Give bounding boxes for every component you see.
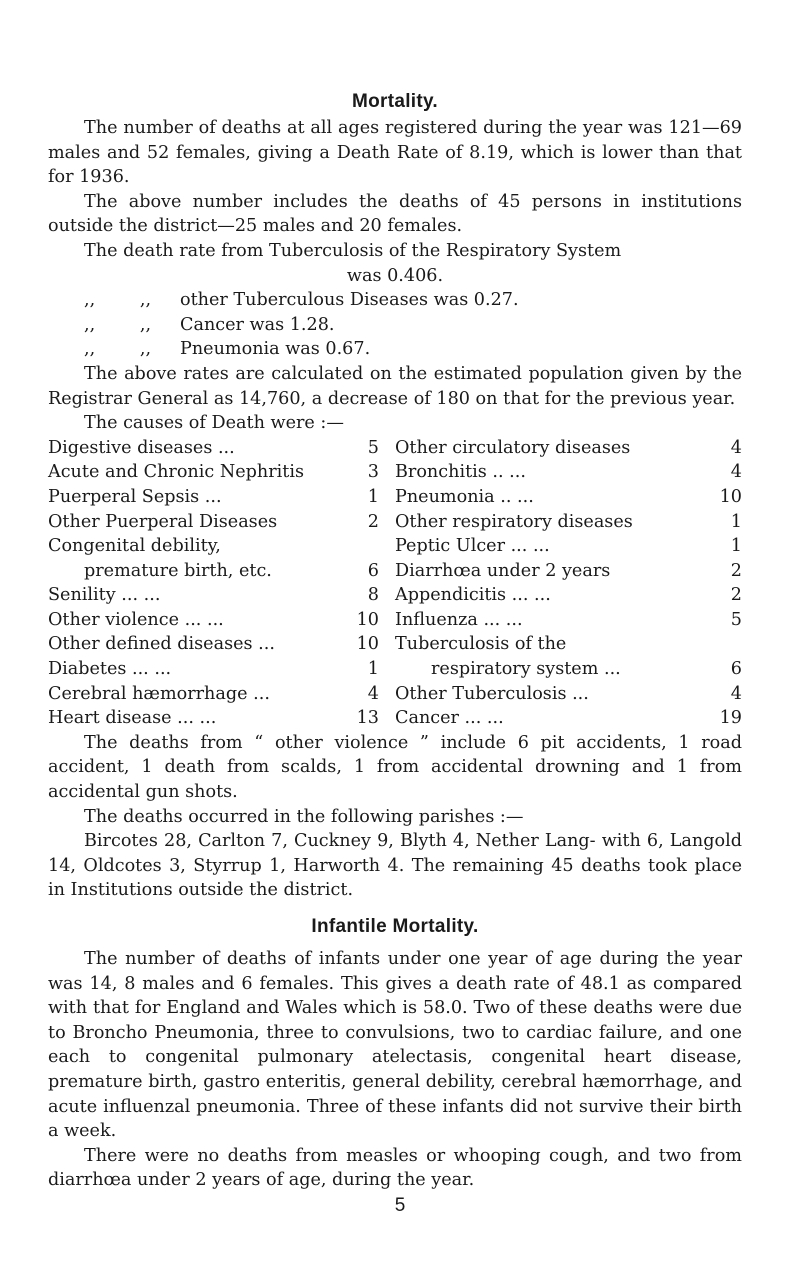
cause-row: [48, 534, 395, 559]
infantile-paragraph-1: The number of deaths of infants under one year of age during the year was 14, 8 males and 6 females. This gives a death rate of 48.1 as compared with that for England and Wales which is 58.0. Two of these deaths were due to Broncho Pneumonia, three to convulsions, two to cardiac failure, and one each to congenital pulmonary atelectasis, congenital heart disease, premature birth, gastro enteritis, general debility, cerebral hæmorrhage, and acute influenzal pneumonia. Three of these infants did not survive their birth a week.: [48, 949, 742, 1142]
cause-label: Bronchitis .. ...: [395, 462, 526, 483]
tb-rate-line: The death rate from Tuberculosis of the Respiratory System: [84, 240, 622, 261]
cause-label: Senility ... ...: [48, 585, 161, 606]
infantile-paragraph-2: There were no deaths from measles or whooping cough, and two from diarrhœa under 2 years of age, during the year.: [48, 1145, 742, 1191]
cause-label: Other Puerperal Diseases: [48, 511, 278, 532]
cause-count: 1: [730, 536, 742, 557]
causes-left-column: [48, 436, 395, 731]
ditto-line-cancer: [48, 313, 742, 338]
cause-label: respiratory system ...: [431, 659, 621, 680]
cause-label: Heart disease ... ...: [48, 708, 217, 729]
cause-count: 10: [356, 609, 379, 630]
cause-row: [48, 657, 395, 682]
cause-row: [48, 460, 395, 485]
cause-label: Appendicitis ... ...: [395, 585, 551, 606]
cause-label: Acute and Chronic Nephritis: [48, 462, 305, 483]
infantile-heading: Infantile Mortality.: [311, 916, 479, 937]
cause-label: Peptic Ulcer ... ...: [395, 536, 550, 557]
cause-count: 5: [367, 437, 379, 458]
cause-count: 1: [367, 486, 379, 507]
cause-count: 2: [367, 511, 379, 532]
cause-row: [48, 583, 395, 608]
cause-count: 2: [730, 585, 742, 606]
cause-count: 6: [730, 659, 742, 680]
ditto-marks: ,, ,,: [84, 314, 152, 335]
cause-count: 4: [730, 683, 742, 704]
cause-count: 5: [730, 609, 742, 630]
cause-row: [48, 510, 395, 535]
cause-label: Congenital debility,: [48, 536, 221, 557]
cause-count: 2: [730, 560, 742, 581]
cause-row: [395, 534, 742, 559]
cause-row: [48, 608, 395, 633]
cause-label: Cancer ... ...: [395, 708, 504, 729]
cause-count: 10: [356, 634, 379, 655]
cause-count: 3: [367, 462, 379, 483]
cause-label: Other defined diseases ...: [48, 634, 275, 655]
violence-paragraph: The deaths from “ other violence ” include 6 pit accidents, 1 road accident, 1 death from scalds, 1 from accidental drowning and 1 from accidental gun shots.: [48, 732, 742, 803]
cause-count: 13: [356, 708, 379, 729]
cause-count: 1: [730, 511, 742, 532]
ditto-text: other Tuberculous Diseases was 0.27.: [180, 290, 519, 311]
cause-row: [48, 632, 395, 657]
ditto-line-pneumonia: [48, 337, 742, 362]
cause-row: [395, 510, 742, 535]
document-page: [48, 88, 742, 1193]
cause-count: 4: [367, 683, 379, 704]
causes-right-column: [395, 436, 742, 731]
ditto-marks: ,, ,,: [84, 290, 152, 311]
cause-count: [712, 632, 742, 657]
cause-count: 10: [719, 486, 742, 507]
cause-row: [48, 436, 395, 461]
mortality-paragraph-2: The above number includes the deaths of 45 persons in institutions outside the district—25 males and 20 females.: [48, 191, 742, 237]
cause-count: [349, 534, 395, 559]
parishes-intro: The deaths occurred in the following parishes :—: [84, 806, 524, 827]
cause-row: [395, 559, 742, 584]
cause-label: Other violence ... ...: [48, 609, 224, 630]
cause-label: Cerebral hæmorrhage ...: [48, 683, 270, 704]
cause-label: premature birth, etc.: [84, 560, 272, 581]
ditto-text: Cancer was 1.28.: [180, 314, 335, 335]
cause-row: [48, 682, 395, 707]
parishes-paragraph: Bircotes 28, Carlton 7, Cuckney 9, Blyth 4, Nether Lang- with 6, Langold 14, Oldcotes 3, Styrrup 1, Harworth 4. The remaining 45 deaths took place in Institutions outside the district.: [48, 831, 742, 901]
page-number: 5: [394, 1195, 406, 1216]
cause-count: 6: [367, 560, 379, 581]
ditto-text: Pneumonia was 0.67.: [180, 339, 371, 360]
cause-row: [395, 608, 742, 633]
cause-row: [395, 583, 742, 608]
cause-label: Diabetes ... ...: [48, 659, 172, 680]
cause-count: 1: [367, 659, 379, 680]
cause-label: Pneumonia .. ...: [395, 486, 534, 507]
cause-row: [395, 706, 742, 731]
cause-row: [395, 657, 742, 682]
cause-row: [395, 436, 742, 461]
mortality-heading: Mortality.: [351, 91, 439, 112]
cause-label: Other respiratory diseases: [395, 511, 633, 532]
cause-row: [395, 460, 742, 485]
cause-row: [48, 559, 395, 584]
mortality-paragraph-4: The above rates are calculated on the estimated population given by the Registrar General as 14,760, a decrease of 180 on that for the previous year.: [48, 363, 742, 409]
cause-label: Puerperal Sepsis ...: [48, 486, 222, 507]
cause-count: 4: [730, 437, 742, 458]
cause-count: 19: [719, 708, 742, 729]
cause-row: [48, 706, 395, 731]
ditto-line-other-tb: [48, 288, 742, 313]
causes-intro: The causes of Death were :—: [84, 413, 344, 434]
cause-row: [395, 682, 742, 707]
cause-label: Other circulatory diseases: [395, 437, 631, 458]
cause-label: Influenza ... ...: [395, 609, 523, 630]
causes-of-death-table: [48, 436, 742, 731]
cause-label: Digestive diseases ...: [48, 437, 235, 458]
mortality-paragraph-1: The number of deaths at all ages registered during the year was 121—69 males and 52 females, giving a Death Rate of 8.19, which is lower than that for 1936.: [48, 118, 742, 188]
cause-count: 8: [367, 585, 379, 606]
tb-rate-value: was 0.406.: [346, 265, 444, 286]
cause-label: Tuberculosis of the: [395, 634, 567, 655]
cause-label: Other Tuberculosis ...: [395, 683, 589, 704]
cause-row: [48, 485, 395, 510]
ditto-marks: ,, ,,: [84, 339, 152, 360]
cause-row: [395, 632, 742, 657]
cause-count: 4: [730, 462, 742, 483]
cause-label: Diarrhœa under 2 years: [395, 560, 611, 581]
cause-row: [395, 485, 742, 510]
